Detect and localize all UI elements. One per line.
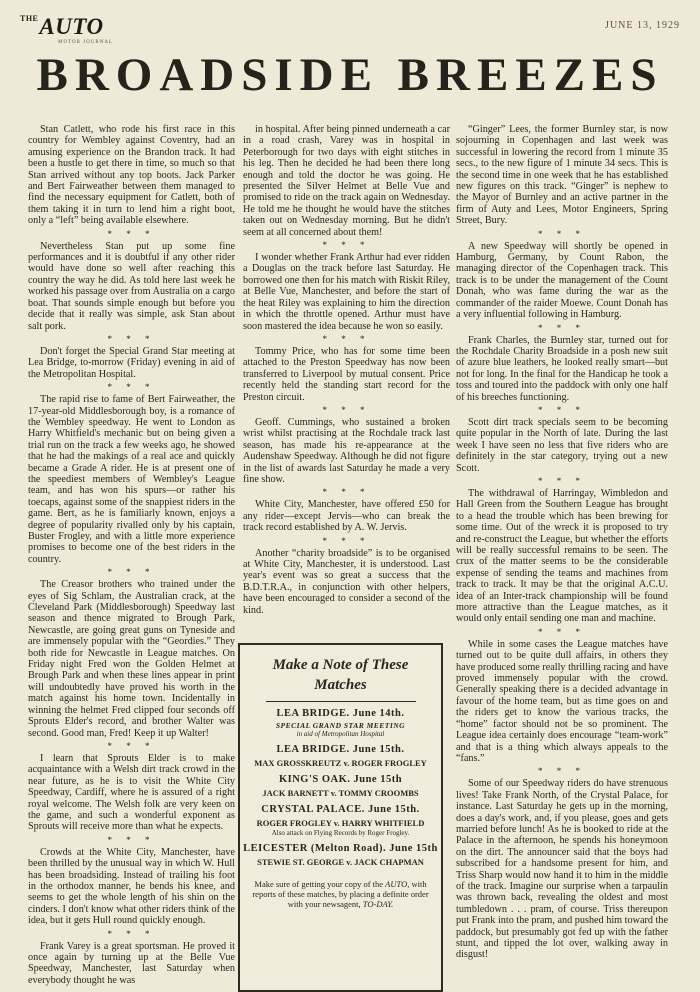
article-paragraph: The withdrawal of Harringay, Wimbledon and Hall Green from the Southern League has brought to a head the trouble which has been brewing for some time. Out of the wreck it is proposed to try and re-construct the League, but whether the efforts will be really successful remains to be seen. The crux of the matter seems to be the considerable expense of sending the teams and machines from track to track. It may be that the original A.C.U. idea of an Inter-track championship will be found more attractive than the League matches, as it would only entail sending one man and machine. [456,487,668,625]
article-column-3 [456,124,668,963]
separator-stars: * * * [538,626,586,637]
separator-stars: * * * [322,487,371,498]
fixture-venue: KING'S OAK. June 15th [278,774,403,785]
article-paragraph: Another “charity broadside” is to be organised at White City, Manchester, it is understood. Last year's event was so great a success that the B.D.T.R.A., in conjunction with other helpers, have been encouraged to consider a second of the kind. [243,547,450,616]
masthead [20,14,680,46]
article-paragraph: “Ginger” Lees, the former Burnley star, is now sojourning in Copenhagen and last week was successful in lowering the record from 1 minute 35 secs., to the new figure of 1 minute 34 secs. This is the second time in one week that he has established new figures on this track. “Ginger” is nephew to the Mayor of Burnley and an active partner in the firm of Auty and Lees, Motor Engineers, Spring Street, Bury. [456,124,668,227]
separator-stars: * * * [107,382,156,393]
separator-stars: * * * [322,404,371,415]
article-paragraph: Some of our Speedway riders do have strenuous lives! Take Frank North, of the Crystal Palace, for instance. Last Saturday he gets up in the morning, does a day's work, and, if you please, goes and gets married before lunch! As he is booked to ride at the Palace in the afternoon, he spends his honeymoon on the dirt. The announcer said that the boys had subscribed for a handsome present for him, and Triss Sharp would now hand it to him in the middle of the track. Imagine our surprise when a tarpaulin was thrown back, revealing the oldest and most tumbledown . . . pram, of course. Triss thereupon put Frank into the pram, and pushed him toward the paddock, but presumably got fed up with the father stunt, and tipped the lot over, walking away in disgust! [456,778,668,961]
fixture-venue: LEICESTER (Melton Road). June 15th [243,843,438,854]
article-paragraph: Stan Catlett, who rode his first race in this country for Wembley against Coventry, had an amusing experience on the Brandon track. It had been a hustle to get there in time, so much so that Stan arrived without any top boots. Jack Parker and Bert Fairweather between them managed to find the necessary equipment for Catlett, both of them taking it in turn to lend him a right boot, only a “left” being available elsewhere. [28,124,235,227]
fixture-venue: LEA BRIDGE. June 15th. [276,744,405,755]
fixture-venue: LEA BRIDGE. June 14th. [276,708,405,719]
separator-stars: * * * [538,404,586,415]
brand-logo: $^{THE}$AUTO [20,14,104,39]
fixture-match: ROGER FROGLEY v. HARRY WHITFIELD [256,818,425,828]
fixture-note: Also attack on Flying Records by Roger Frogley. [271,829,410,837]
separator-stars: * * * [107,333,156,344]
separator-stars: * * * [538,228,586,239]
fixture-match: MAX GROSSKREUTZ v. ROGER FROGLEY [254,758,427,768]
article-paragraph: The Creasor brothers who trained under the eyes of Sig Schlam, the Australian crack, at the Cleveland Park (Middlesborough) Speedway last season and thence migrated to Brough Park, Newcastle, are going great guns on Tyneside and are immensely popular with the “Geordies.” They both ride for Newcastle in League matches. On Friday night Fred won the Golden Helmet at Brough Park and when these lines appear in print will undoubtedly have proved his worth in the match against his home town. Incidentally in winning the helmet Fred clipped four seconds off Sprouts Elder's record, and brother Walter was second. Good man, Fred! Keep it up Walter! [28,579,235,739]
article-paragraph: Don't forget the Special Grand Star meeting at Lea Bridge, to-morrow (Friday) evening in aid of the Metropolitan Hospital. [28,345,235,380]
separator-stars: * * * [322,240,371,251]
separator-stars: * * * [107,228,156,239]
article-column-2 [243,124,450,618]
separator-stars: * * * [322,333,371,344]
article-paragraph: The rapid rise to fame of Bert Fairweather, the 17-year-old Middlesborough boy, is a romance of the Wembley speedway. He went to London as Harry Whitfield's mechanic but on being given a trial run on the track a few weeks ago, he showed that he had the makings of a real ace and quickly became a Grade A rider. He is at present one of the speediest members of Wembley's League team, and has won his spurs—or rather his toecaps, against some of the snappiest riders in the game. Bert, as he is familiarly known, enjoys a degree of popularity rivalled only by his captain, Buster Frogley, and with a little more experience promises to become one of the best riders in the country. [28,394,235,565]
matches-advert [238,643,443,992]
advert-footer: Make sure of getting your copy of the AUTO, with reports of these matches, by placing a definite order with your newsagent, TO-DAY. [252,879,429,909]
fixture-match: JACK BARNETT v. TOMMY CROOMBS [262,788,419,798]
article-paragraph: While in some cases the League matches have turned out to be quite dull affairs, in others they have produced some really thrilling racing and have proved immensely popular with the crowd. Generally speaking there is a decided advantage in favour of the home team, but as time goes on and the riders get to know the various tracks, the “home” factor should not be so prominent. The League idea certainly does encourage “team-work” and that is a thing which always appeals to the “fans.” [456,638,668,764]
article-paragraph: White City, Manchester, have offered £50 for any rider—except Jervis—who can break the track record established by A. W. Jervis. [243,499,450,534]
article-paragraph: Crowds at the White City, Manchester, have been thrilled by the unusual way in which W. Hull has been broadsiding. Instead of trailing his foot in the orthodox manner, he bends his knee, and seems to get the whole length of his shin on the cinders. I don't know what other riders think of the idea, but it gets Hull round quickly enough. [28,846,235,927]
issue-date: JUNE 13, 1929 [605,20,680,31]
separator-stars: * * * [322,535,371,546]
fixture-event: SPECIAL GRAND STAR MEETING [275,721,406,730]
separator-stars: * * * [538,475,586,486]
article-paragraph: Tommy Price, who has for some time been attached to the Preston Speedway has now been transferred to Liverpool by mutual consent. Price recently held the standing start record for the Preston circuit. [243,345,450,403]
article-column-1 [28,124,235,988]
article-paragraph: Nevertheless Stan put up some fine performances and it is doubtful if any other rider would have done so well after reaching this country the way he did. As told here last week he worked his passage over from Australia on a cargo boat. That sounds simple enough but before you decide that it really was simple, ask Stan about salt pork. [28,240,235,332]
fixture-venue: CRYSTAL PALACE. June 15th. [261,804,420,815]
article-paragraph: I wonder whether Frank Arthur had ever ridden a Douglas on the track before last Saturday. He borrowed one then for his match with Riskit Riley, at Belle Vue, Manchester, and before the start of the heat Riley was explaining to him the direction in which the throttle opened. Arthur must have soon mastered the idea because he won so easily. [243,252,450,332]
article-paragraph: Frank Varey is a great sportsman. He proved it once again by turning up at the Belle Vue Speedway, Manchester, last Saturday when everybody thought he was [28,940,235,986]
advert-title: Make a Note of These [272,657,409,673]
advert-divider [266,701,416,702]
advert-title-line-2: Matches [314,677,367,693]
fixture-subtitle: in aid of Metropolitan Hospital [296,730,385,738]
separator-stars: * * * [538,766,586,777]
article-paragraph: I learn that Sprouts Elder is to make acquaintance with a Welsh dirt track crowd in the near future, as he is to visit the White City Speedway, Cardiff, where he is assured of a right royal welcome. The Welsh folk are very keen on the game, and such a wonderful exponent as Sprouts will receive more than what he expects. [28,752,235,833]
fixture-match: STEWIE ST. GEORGE v. JACK CHAPMAN [257,857,424,867]
separator-stars: * * * [538,322,586,333]
article-paragraph: Scott dirt track specials seem to be becoming quite popular in the North of late. During the last week I have seen no less that five riders who are definitely in the star category, trying out a new Scott. [456,416,668,474]
separator-stars: * * * [107,567,156,578]
separator-stars: * * * [107,740,156,751]
brand-subtitle: MOTOR JOURNAL [58,40,113,45]
fixture-list [240,708,441,867]
article-paragraph: Geoff. Cummings, who sustained a broken wrist whilst practising at the Rochdale track last season, has made his re-appearance at the Audenshaw Speedway. Although he did not figure in the list of awards last Saturday he made a very fine show. [243,416,450,485]
article-paragraph: A new Speedway will shortly be opened in Hamburg, Germany, by Count Rabon, the managing director of the Copenhagen track. This track is to be under the management of the Count Donah, who was fame during the war as the commander of the raider Moewe. Count Donah has a very influential following in Hamburg. [456,240,668,321]
article-paragraph: in hospital. After being pinned underneath a car in a road crash, Varey was in hospital in Peterborough for two days with eight stitches in his leg. Then he decided he had been there long enough and told the doctor he was going. He presented the Silver Helmet at Belle Vue and promised to ride on the track again on Wednesday. He told me he thought he would have the stitches taken out on Wednesday morning. But he didn't seem at all concerned about them! [243,124,450,238]
article-paragraph: Frank Charles, the Burnley star, turned out for the Rochdale Charity Broadside in a posh new suit of azure blue leathers, he looked really smart—but not for long. In the final for the Handicap he took a toss and toured into the paddock with only one half of his breeches functioning. [456,334,668,403]
page-headline: BROADSIDE BREEZES [36,49,664,101]
separator-stars: * * * [107,834,156,845]
separator-stars: * * * [107,928,156,939]
